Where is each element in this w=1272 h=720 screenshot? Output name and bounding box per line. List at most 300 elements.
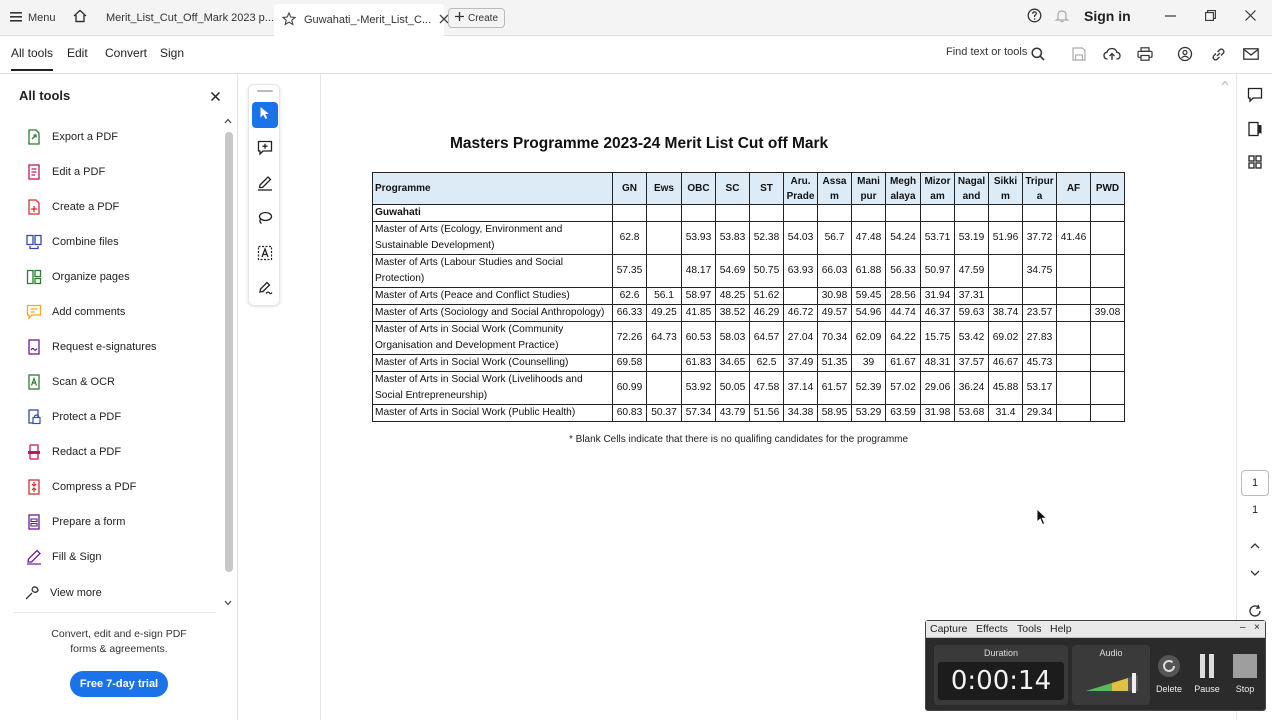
header-text-line: OBC <box>687 183 710 194</box>
organize-pages-icon <box>26 269 42 285</box>
table-cell: 28.56 <box>886 288 921 305</box>
close-panel-icon[interactable] <box>207 88 223 104</box>
find-text-or-tools[interactable]: Find text or tools <box>946 46 1028 58</box>
programme-name <box>373 255 613 288</box>
table-cell: 52.38 <box>750 222 784 255</box>
column-header <box>921 173 955 205</box>
help-button[interactable] <box>1024 8 1044 28</box>
tool-export-pdf[interactable] <box>26 127 118 147</box>
tool-create-pdf[interactable] <box>26 197 119 217</box>
minimize-icon[interactable]: – <box>1240 622 1246 633</box>
table-cell: 57.35 <box>613 255 647 288</box>
tool-label: Redact a PDF <box>52 446 122 458</box>
create-pdf-icon <box>26 199 42 215</box>
save-icon[interactable] <box>1069 44 1089 64</box>
table-cell: 41.46 <box>1057 222 1091 255</box>
table-cell <box>1091 322 1125 355</box>
tab-label: Guwahati_-Merit_List_C... <box>304 14 432 26</box>
table-cell <box>1091 255 1125 288</box>
column-header <box>716 173 750 205</box>
table-cell: 54.96 <box>852 305 886 322</box>
table-cell: 53.29 <box>852 405 886 422</box>
promo-line: Convert, edit and e-sign PDF <box>51 628 187 640</box>
table-cell: 47.48 <box>852 222 886 255</box>
column-header <box>852 173 886 205</box>
table-cell: 58.95 <box>818 405 852 422</box>
header-text-line: Assa <box>822 175 847 187</box>
current-page-input[interactable]: 1 <box>1241 470 1269 496</box>
tab-edit[interactable]: Edit <box>67 46 88 60</box>
table-cell: 53.93 <box>682 222 716 255</box>
screen-recorder-widget <box>925 620 1266 711</box>
table-cell: 61.57 <box>818 372 852 405</box>
table-cell: 64.73 <box>647 322 682 355</box>
hamburger-icon <box>10 12 22 25</box>
table-cell: 54.69 <box>716 255 750 288</box>
tab-convert[interactable]: Convert <box>105 46 148 60</box>
tab-label: Merit_List_Cut_Off_Mark 2023 p... <box>106 12 274 24</box>
table-cell <box>1057 205 1091 222</box>
table-cell: 59.45 <box>852 288 886 305</box>
header-text-line: Tripur <box>1025 175 1054 187</box>
table-cell: 57.34 <box>682 405 716 422</box>
header-text-line: pur <box>860 190 877 202</box>
recorder-menu-help[interactable]: Help <box>1050 623 1072 635</box>
tool-prepare-form[interactable] <box>26 512 125 532</box>
refresh-icon <box>1156 653 1182 681</box>
table-cell: 37.14 <box>784 372 818 405</box>
window-restore-button[interactable] <box>1200 6 1220 28</box>
column-header-programme <box>373 173 613 205</box>
stop-recording-button[interactable] <box>1228 653 1262 699</box>
column-header <box>784 173 818 205</box>
table-cell: 31.4 <box>989 405 1023 422</box>
email-icon[interactable] <box>1241 44 1261 64</box>
table-cell: 64.22 <box>886 322 921 355</box>
table-cell <box>750 205 784 222</box>
scroll-up-icon[interactable] <box>224 118 232 124</box>
table-cell: 37.49 <box>784 355 818 372</box>
table-cell: 50.37 <box>647 405 682 422</box>
tool-protect-pdf[interactable] <box>26 407 121 427</box>
tool-combine-files[interactable] <box>26 232 119 252</box>
header-text-line: Megh <box>889 175 917 187</box>
help-icon <box>1027 8 1042 28</box>
table-cell: 23.57 <box>1023 305 1057 322</box>
minimize-icon <box>1165 8 1176 26</box>
pen-icon <box>257 175 273 196</box>
table-row <box>373 372 1125 405</box>
document-title: Masters Programme 2023-24 Merit List Cut off Mark <box>450 135 829 152</box>
print-icon[interactable] <box>1135 44 1155 64</box>
quick-tools-strip <box>248 84 280 306</box>
table-cell: 47.58 <box>750 372 784 405</box>
recorder-menu-bar <box>926 621 1265 638</box>
table-cell <box>921 205 955 222</box>
table-cell: 41.85 <box>682 305 716 322</box>
header-text-line: Sikki <box>993 175 1018 187</box>
header-text-line: m <box>830 190 839 202</box>
window-minimize-button[interactable] <box>1160 6 1180 28</box>
table-cell <box>1023 205 1057 222</box>
scrollbar-thumb[interactable] <box>225 132 233 572</box>
tool-label: Compress a PDF <box>52 481 137 493</box>
tool-scan-ocr[interactable] <box>26 372 115 392</box>
table-cell: 61.88 <box>852 255 886 288</box>
audio-panel <box>1072 645 1150 705</box>
column-header <box>955 173 989 205</box>
table-cell: 38.52 <box>716 305 750 322</box>
column-header <box>989 173 1023 205</box>
restore-icon <box>1205 8 1216 26</box>
table-row <box>373 355 1125 372</box>
table-cell: 54.24 <box>886 222 921 255</box>
header-text-line: AF <box>1066 183 1081 194</box>
table-cell: 60.53 <box>682 322 716 355</box>
table-cell: 37.57 <box>955 355 989 372</box>
tool-label: Create a PDF <box>52 201 120 213</box>
table-cell: 61.67 <box>886 355 921 372</box>
tool-label: Fill & Sign <box>52 551 102 563</box>
table-cell: 72.26 <box>613 322 647 355</box>
table-cell <box>1091 288 1125 305</box>
table-cell: 39.08 <box>1091 305 1125 322</box>
table-cell: 51.35 <box>818 355 852 372</box>
table-cell: 69.58 <box>613 355 647 372</box>
table-cell: 45.88 <box>989 372 1023 405</box>
highlight-tool-button[interactable] <box>252 172 278 198</box>
table-cell <box>852 205 886 222</box>
table-row <box>373 255 1125 288</box>
thumbnails-panel-icon[interactable] <box>1244 151 1266 173</box>
star-icon[interactable] <box>282 12 296 29</box>
table-cell: 50.05 <box>716 372 750 405</box>
close-icon[interactable]: × <box>1254 622 1260 633</box>
header-text-line: Ews <box>653 183 674 194</box>
drag-handle[interactable] <box>257 90 273 92</box>
programme-text-line: Social Entrepreneurship) <box>375 390 488 401</box>
table-cell: 63.59 <box>886 405 921 422</box>
sign-tool-button[interactable] <box>252 277 278 303</box>
combine-files-icon <box>26 234 42 250</box>
notifications-button[interactable] <box>1052 8 1072 28</box>
text-box-icon <box>257 245 273 266</box>
programme-name <box>373 288 613 305</box>
draw-tool-button[interactable] <box>252 207 278 233</box>
table-cell <box>784 205 818 222</box>
table-row <box>373 322 1125 355</box>
header-text-line: GN <box>622 183 637 194</box>
document-scrollbar[interactable] <box>1218 80 1232 620</box>
header-text-line: alaya <box>890 190 916 202</box>
table-cell <box>1091 405 1125 422</box>
tool-label: Combine files <box>52 236 119 248</box>
header-text-line: PWD <box>1095 183 1120 194</box>
lasso-icon <box>257 210 273 231</box>
table-cell <box>1057 305 1091 322</box>
table-row <box>373 405 1125 422</box>
programme-name <box>373 405 613 422</box>
table-cell <box>613 205 647 222</box>
next-page-icon[interactable] <box>1244 562 1266 584</box>
table-cell: 48.17 <box>682 255 716 288</box>
table-cell: 27.04 <box>784 322 818 355</box>
previous-page-icon[interactable] <box>1244 534 1266 556</box>
pause-recording-button[interactable] <box>1190 653 1224 699</box>
stop-icon <box>1232 653 1258 681</box>
audio-label: Audio <box>1099 648 1123 658</box>
table-cell: 29.34 <box>1023 405 1057 422</box>
tool-edit-pdf[interactable] <box>26 162 105 182</box>
tool-label: Request e-signatures <box>52 341 157 353</box>
free-trial-button[interactable]: Free 7-day trial <box>70 671 168 697</box>
cursor-icon <box>259 106 271 125</box>
table-row <box>373 305 1125 322</box>
comments-panel-icon[interactable] <box>1244 84 1266 106</box>
table-cell <box>886 205 921 222</box>
table-cell: 53.71 <box>921 222 955 255</box>
table-cell <box>1057 288 1091 305</box>
scroll-up-icon[interactable] <box>1221 80 1229 86</box>
audio-level-meter[interactable] <box>1084 667 1140 700</box>
header-text-line: Aru. <box>790 175 811 187</box>
add-comment-tool-button[interactable] <box>252 137 278 163</box>
tab-all-tools[interactable]: All tools <box>11 46 54 60</box>
programme-text-line: Master of Arts (Labour Studies and Social <box>375 257 564 268</box>
programme-text-line: Master of Arts in Social Work (Counselling) <box>375 357 569 368</box>
programme-text-line: Master of Arts in Social Work (Public Health) <box>375 407 576 418</box>
fill-sign-icon <box>26 549 42 565</box>
column-header <box>750 173 784 205</box>
merit-list-table <box>372 172 1125 422</box>
tool-view-more[interactable] <box>24 583 102 603</box>
mouse-cursor-icon <box>1036 508 1048 531</box>
home-button[interactable] <box>66 6 94 30</box>
header-text-line: and <box>962 190 981 202</box>
select-tool-button[interactable] <box>252 102 278 128</box>
table-cell: 61.83 <box>682 355 716 372</box>
duration-label: Duration <box>983 648 1019 658</box>
column-header <box>1023 173 1057 205</box>
bookmarks-panel-icon[interactable] <box>1244 118 1266 140</box>
column-header <box>1057 173 1091 205</box>
tool-organize-pages[interactable] <box>26 267 130 287</box>
header-text-line: ST <box>760 183 773 194</box>
table-cell: 56.33 <box>886 255 921 288</box>
tool-label: Organize pages <box>52 271 130 283</box>
table-cell: 38.74 <box>989 305 1023 322</box>
table-cell: 56.1 <box>647 288 682 305</box>
recorder-menu-effects[interactable]: Effects <box>976 623 1008 635</box>
table-cell <box>647 205 682 222</box>
divider <box>14 612 216 613</box>
column-header <box>818 173 852 205</box>
sign-in-button[interactable]: Sign in <box>1084 8 1131 24</box>
table-cell: 48.25 <box>716 288 750 305</box>
delete-recording-button[interactable] <box>1152 653 1186 699</box>
table-cell: 62.6 <box>613 288 647 305</box>
table-cell: 37.72 <box>1023 222 1057 255</box>
header-text-line: am <box>930 190 945 202</box>
table-cell: 53.83 <box>716 222 750 255</box>
table-cell: 30.98 <box>818 288 852 305</box>
table-cell: 51.96 <box>989 222 1023 255</box>
table-cell: 53.68 <box>955 405 989 422</box>
table-header-row <box>373 173 1125 205</box>
table-cell <box>784 288 818 305</box>
table-cell: 31.94 <box>921 288 955 305</box>
campus-row <box>373 205 1125 222</box>
programme-text-line: Master of Arts in Social Work (Community <box>375 324 564 335</box>
table-cell <box>1091 222 1125 255</box>
table-cell: 58.03 <box>716 322 750 355</box>
programme-name <box>373 355 613 372</box>
table-cell: 50.97 <box>921 255 955 288</box>
tab-merit-list-cut-off[interactable] <box>98 4 274 32</box>
table-cell: 50.75 <box>750 255 784 288</box>
plus-icon <box>455 12 464 24</box>
table-cell: 34.65 <box>716 355 750 372</box>
header-text-line: Programme <box>375 183 431 194</box>
duration-panel <box>934 645 1068 705</box>
table-cell: 51.62 <box>750 288 784 305</box>
create-button[interactable] <box>448 8 505 28</box>
window-close-button[interactable] <box>1240 6 1260 28</box>
panel-scrollbar[interactable] <box>222 118 234 612</box>
table-cell: 47.59 <box>955 255 989 288</box>
add-comments-icon <box>26 304 42 320</box>
table-cell <box>1057 372 1091 405</box>
header-text-line: Mani <box>857 175 880 187</box>
table-cell: 48.31 <box>921 355 955 372</box>
tab-sign[interactable]: Sign <box>160 46 185 60</box>
programme-name <box>373 222 613 255</box>
panel-title: All tools <box>19 88 71 103</box>
tool-label: Add comments <box>52 306 126 318</box>
link-icon[interactable] <box>1208 44 1228 64</box>
table-cell <box>1057 405 1091 422</box>
table-cell <box>1091 205 1125 222</box>
scroll-down-icon[interactable] <box>224 600 232 606</box>
table-cell: 64.57 <box>750 322 784 355</box>
table-cell: 69.02 <box>989 322 1023 355</box>
header-text-line: a <box>1036 190 1043 202</box>
table-cell: 62.09 <box>852 322 886 355</box>
main-toolbar <box>0 36 1272 74</box>
tool-request-esignatures[interactable] <box>26 337 157 357</box>
signature-pen-icon <box>257 280 273 301</box>
protect-pdf-icon <box>26 409 42 425</box>
compress-pdf-icon <box>26 479 42 495</box>
table-cell: 54.03 <box>784 222 818 255</box>
column-header <box>886 173 921 205</box>
programme-text-line: Master of Arts (Ecology, Environment and <box>375 224 563 235</box>
edit-pdf-icon <box>26 164 42 180</box>
table-cell: 58.97 <box>682 288 716 305</box>
table-cell <box>1057 355 1091 372</box>
table-cell: 15.75 <box>921 322 955 355</box>
column-header <box>1091 173 1125 205</box>
search-icon[interactable] <box>1028 44 1048 64</box>
delete-label: Delete <box>1155 684 1182 694</box>
table-cell: 34.75 <box>1023 255 1057 288</box>
tool-label: Export a PDF <box>52 131 119 143</box>
tool-add-comments[interactable] <box>26 302 125 322</box>
pause-label: Pause <box>1194 684 1220 694</box>
table-cell: 45.73 <box>1023 355 1057 372</box>
table-cell <box>647 222 682 255</box>
table-cell: 39 <box>852 355 886 372</box>
total-pages: 1 <box>1251 504 1259 516</box>
table-cell: 31.98 <box>921 405 955 422</box>
create-label: Create <box>468 12 499 24</box>
table-cell: 66.33 <box>613 305 647 322</box>
table-cell: 52.39 <box>852 372 886 405</box>
table-cell <box>716 205 750 222</box>
table-cell: 49.25 <box>647 305 682 322</box>
programme-text-line: Protection) <box>375 273 425 284</box>
menu-label: Menu <box>28 12 56 24</box>
browser-tab-bar <box>0 0 1272 36</box>
request-esignatures-icon <box>26 339 42 355</box>
table-cell <box>1091 355 1125 372</box>
promo-text <box>20 627 218 657</box>
recorder-menu-capture[interactable]: Capture <box>930 623 968 635</box>
table-cell: 59.63 <box>955 305 989 322</box>
tool-redact-pdf[interactable] <box>26 442 121 462</box>
menu-button[interactable] <box>4 6 62 30</box>
table-cell: 51.56 <box>750 405 784 422</box>
tool-fill-sign[interactable] <box>26 547 102 567</box>
table-cell <box>955 205 989 222</box>
table-cell: 63.93 <box>784 255 818 288</box>
table-cell: 53.42 <box>955 322 989 355</box>
cloud-upload-icon[interactable] <box>1102 44 1122 64</box>
table-cell <box>1057 322 1091 355</box>
table-footnote: * Blank Cells indicate that there is no qualifing candidates for the programme <box>569 434 909 445</box>
share-user-icon[interactable] <box>1175 44 1195 64</box>
tab-guwahati-merit-list[interactable] <box>274 4 444 36</box>
tool-label: Scan & OCR <box>52 376 115 388</box>
campus-name: Guwahati <box>373 205 613 222</box>
table-cell <box>1023 288 1057 305</box>
table-cell: 29.06 <box>921 372 955 405</box>
programme-text-line: Sustainable Development) <box>375 240 495 251</box>
all-tools-panel <box>0 74 238 720</box>
text-tool-button[interactable] <box>252 242 278 268</box>
programme-text-line: Master of Arts (Peace and Conflict Studies) <box>375 290 570 301</box>
tool-label: Edit a PDF <box>52 166 106 178</box>
stop-label: Stop <box>1235 684 1255 694</box>
refresh-icon[interactable] <box>1244 600 1266 622</box>
table-cell: 46.37 <box>921 305 955 322</box>
table-cell: 46.67 <box>989 355 1023 372</box>
table-cell: 44.74 <box>886 305 921 322</box>
table-cell <box>1057 255 1091 288</box>
table-cell: 34.38 <box>784 405 818 422</box>
table-cell: 43.79 <box>716 405 750 422</box>
table-cell: 46.72 <box>784 305 818 322</box>
tool-compress-pdf[interactable] <box>26 477 136 497</box>
programme-text-line: Master of Arts (Sociology and Social Anthropology) <box>375 307 605 318</box>
table-row <box>373 288 1125 305</box>
bell-icon <box>1055 8 1069 28</box>
table-cell: 66.03 <box>818 255 852 288</box>
recorder-menu-tools[interactable]: Tools <box>1017 623 1042 635</box>
table-cell <box>989 288 1023 305</box>
column-header <box>682 173 716 205</box>
table-cell: 27.83 <box>1023 322 1057 355</box>
